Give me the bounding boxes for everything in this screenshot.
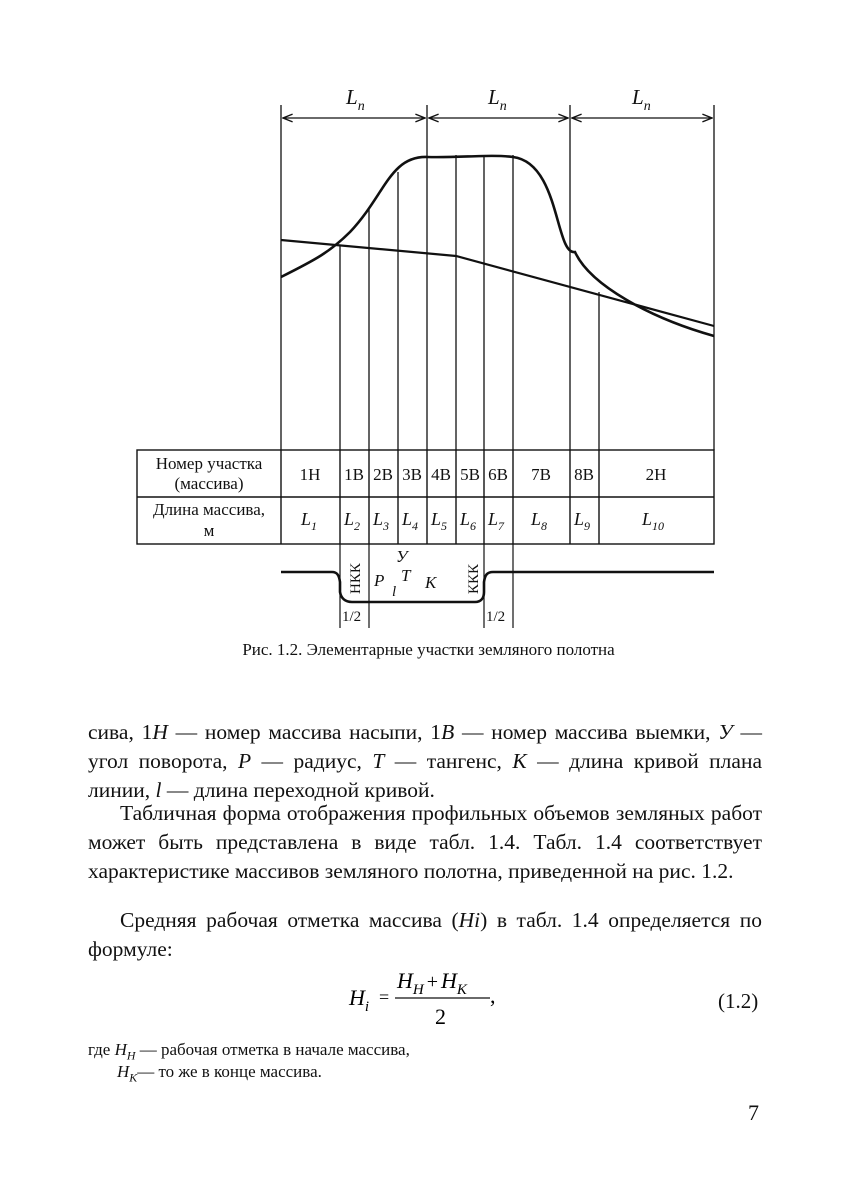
section-number: 2В	[373, 465, 393, 484]
tangent-label: Т	[401, 566, 411, 585]
where-line-2: $H_K—$ то же в конце массива.	[117, 1062, 322, 1085]
paragraph-average-mark: Средняя рабочая отметка массива (Hi) в табл. 1.4 определяется по формуле:	[88, 908, 762, 961]
section-length: $L_{10}$	[642, 509, 665, 533]
section-length: $L_9$	[574, 509, 591, 533]
formula-1-2	[345, 966, 505, 1030]
row-header-number-1: Номер участка	[155, 454, 263, 473]
section-length: $L_3$	[373, 509, 390, 533]
half-left-label: 1/2	[342, 609, 362, 625]
angle-label: У	[396, 547, 408, 566]
section-number: 6В	[488, 465, 508, 484]
section-number: 8В	[574, 465, 594, 484]
transition-length-label: l	[392, 584, 397, 600]
section-number: 1В	[344, 465, 364, 484]
kkk-label: ККК	[466, 563, 482, 594]
page-number: 7	[748, 1100, 759, 1125]
span-label-3: $L_n$	[632, 85, 651, 114]
where-line-1: где $H_H$ — рабочая отметка в начале массива,	[88, 1040, 410, 1063]
section-number: 5В	[460, 465, 480, 484]
paragraph-legend: сива, 1Н — номер массива насыпи, 1В — номер массива выемки, У — угол поворота, Р — радиус, Т — тангенс, К — длина кривой плана линии, l — длина переходной кривой.	[88, 720, 763, 802]
section-length: $L_1$	[301, 509, 318, 533]
span-label-1: $L_n$	[346, 85, 365, 114]
section-number: 1Н	[299, 465, 321, 484]
section-length: $L_2$	[344, 509, 361, 533]
span-label-2: $L_n$	[488, 85, 507, 114]
row-header-number-2: (массива)	[174, 474, 244, 493]
section-number-cells	[300, 465, 667, 484]
svg-text:2: 2	[435, 1004, 446, 1029]
curve-length-label: К	[425, 573, 437, 592]
svg-text:Hi: $H_i$	[349, 985, 370, 1015]
section-length: $L_8$	[531, 509, 548, 533]
section-number: 4В	[431, 465, 451, 484]
section-length: $L_4$	[402, 509, 419, 533]
section-length: $L_7$	[488, 509, 505, 533]
half-right-label: 1/2	[486, 609, 506, 625]
row-header-length-2: м	[203, 521, 215, 540]
paragraph-table-form: Табличная форма отображения профильных объемов земляных работ может быть представлена в виде табл. 1.4. Табл. 1.4 соответствует характеристике массивов земляного полотна, приведенной на рис. 1.2.	[88, 801, 762, 883]
section-length-cells	[300, 509, 664, 533]
section-length: $L_6$	[460, 509, 477, 533]
figure-caption: Рис. 1.2. Элементарные участки земляного полотна	[242, 640, 615, 659]
row-header-length-1: Длина массива,	[152, 500, 266, 519]
section-number: 7В	[531, 465, 551, 484]
section-number: 3В	[402, 465, 422, 484]
section-number: 2Н	[645, 465, 667, 484]
section-length: $L_5$	[431, 509, 448, 533]
nkk-label: НКК	[348, 563, 364, 594]
radius-label: Р	[374, 571, 385, 590]
svg-text:HH+HK: $H_H + H_K$	[397, 968, 467, 998]
svg-text:=: =	[379, 987, 390, 1007]
svg-text:,: ,	[490, 983, 496, 1008]
equation-number: (1.2)	[718, 989, 759, 1013]
